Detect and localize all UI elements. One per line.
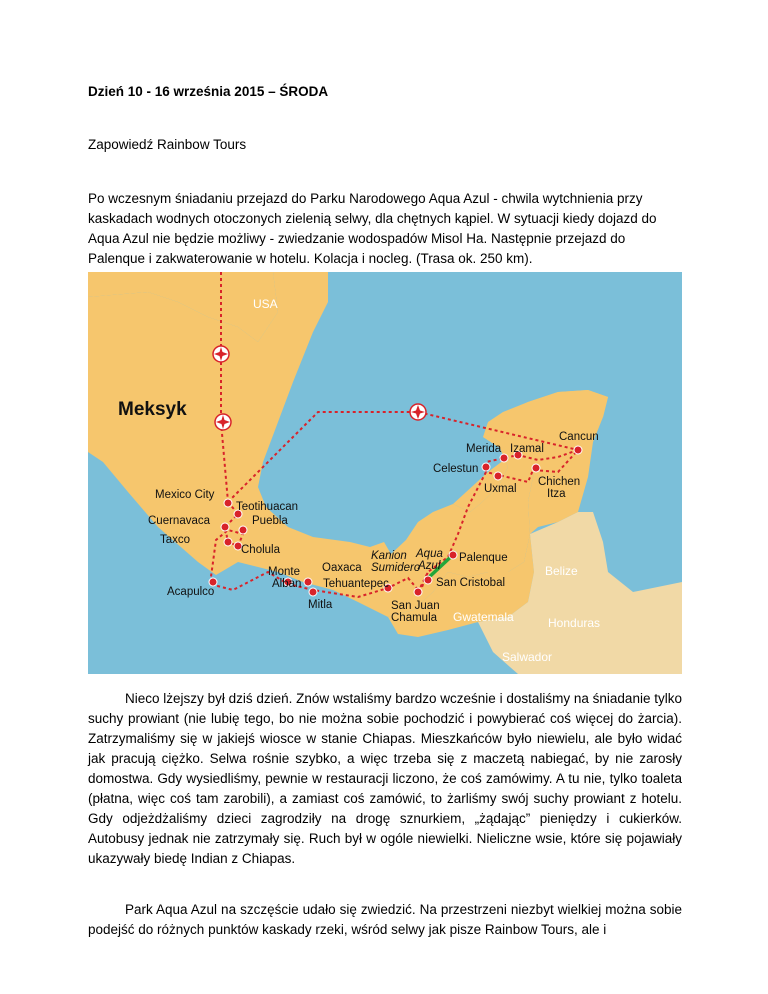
label-teotihuacan: Teotihuacan (236, 501, 299, 513)
label-azul: Azul (418, 560, 441, 572)
airplane-icon (410, 404, 426, 420)
diary-paragraph-1: Nieco lżejszy był dziś dzień. Znów wstaliśmy bardzo wcześnie i dostaliśmy na śniadanie tylko suchy prowiant (nie lubię tego, bo nie można sobie pochodzić i powybierać coś więcej do żarcia). Zatrzymaliśmy się w jakiejś wiosce w stanie Chiapas. Mieszkańców było niewielu, ale było widać jak pracują ciężko. Selwa rośnie szybko, a więc trzeba się z maczetą nabiegać, by nie zarosły domostwa. Gdy wysiedliśmy, pewnie w restauracji liczono, że coś zamówimy. A tu nie, tylko toaleta (płatna, więc coś tam zarobili), a zamiast coś zamówić, to żarliśmy swój suchy prowiant z hotelu. Gdy odjeżdżaliśmy dzieci zagrodziły na drogę sznurkiem, „żądając” pieniędzy i cukierków. Autobusy jednak nie zatrzymały się. Ruch był w ogóle niewielki. Nieliczne wsie, które się pojawiały ukazywały biedę Indian z Chiapas. (88, 691, 682, 866)
label-belize: Belize (545, 564, 578, 578)
label-honduras: Honduras (548, 616, 601, 630)
label-salwador: Salwador (502, 650, 553, 664)
label-izamal: Izamal (510, 443, 544, 455)
label-oaxaca: Oaxaca (322, 562, 362, 574)
label-mexico-city: Mexico City (155, 489, 215, 501)
marker-mexico-city (224, 499, 232, 507)
announcement-heading: Zapowiedź Rainbow Tours (88, 137, 247, 152)
airplane-icon (215, 414, 231, 430)
marker-merida (500, 454, 508, 462)
label-kanion: Kanion (371, 550, 407, 562)
marker-mitla (309, 588, 317, 596)
marker-cuernavaca (221, 523, 229, 531)
marker-puebla (239, 526, 247, 534)
label-usa: USA (253, 297, 278, 311)
label-san-cristobal: San Cristobal (436, 577, 506, 589)
label-taxco: Taxco (160, 534, 191, 546)
label-sumidero: Sumidero (371, 562, 421, 574)
diary-paragraph-2: Park Aqua Azul na szczęście udało się zwiedzić. Na przestrzeni niezbyt wielkiej można sobie podejść do różnych punktów kaskady rzeki, wśród selwy jak pisze Rainbow Tours, ale i (88, 902, 682, 937)
label-celestun: Celestun (433, 463, 479, 475)
marker-oaxaca (304, 578, 312, 586)
label-palenque: Palenque (459, 552, 508, 564)
marker-aqua-azul (424, 576, 432, 584)
day-heading: Dzień 10 - 16 września 2015 – ŚRODA (88, 84, 329, 99)
marker-taxco (224, 538, 232, 546)
label-merida: Merida (466, 443, 502, 455)
label-cuernavaca: Cuernavaca (148, 515, 211, 527)
airplane-icon (213, 346, 229, 362)
label-alban: Alban (272, 578, 302, 590)
marker-uxmal (494, 472, 502, 480)
announcement-paragraph: Po wczesnym śniadaniu przejazd do Parku Narodowego Aqua Azul - chwila wytchnienia przy kaskadach wodnych otoczonych zielenią selwy, dla chętnych kąpiel. W sytuacji kiedy dojazd do Aqua Azul nie będzie możliwy - zwiedzanie wodospadów Misol Ha. Następnie przejazd do Palenque i zakwaterowanie w hotelu. Kolacja i nocleg. (Trasa ok. 250 km). (88, 191, 657, 266)
label-mitla: Mitla (308, 599, 333, 611)
marker-celestun (482, 463, 490, 471)
marker-san-cristobal (414, 588, 422, 596)
marker-cancun (574, 446, 582, 454)
label-uxmal: Uxmal (484, 483, 517, 495)
label-itza: Itza (547, 488, 566, 500)
label-puebla: Puebla (252, 515, 288, 527)
marker-chichen-itza (532, 464, 540, 472)
label-monte: Monte (268, 566, 300, 578)
route-map-svg (88, 272, 682, 674)
label-country: Meksyk (118, 399, 187, 420)
label-acapulco: Acapulco (167, 586, 215, 598)
label-cholula: Cholula (241, 544, 280, 556)
marker-palenque (449, 551, 457, 559)
label-san-juan: San Juan (391, 600, 440, 612)
route-map (88, 272, 682, 674)
label-aqua: Aqua (416, 548, 443, 560)
label-chamula: Chamula (391, 612, 438, 624)
label-chichen: Chichen (538, 476, 581, 488)
marker-acapulco (209, 578, 217, 586)
label-gwatemala: Gwatemala (453, 610, 514, 624)
label-tehuantepec: Tehuantepec (323, 578, 389, 590)
label-cancun: Cancun (559, 431, 599, 443)
